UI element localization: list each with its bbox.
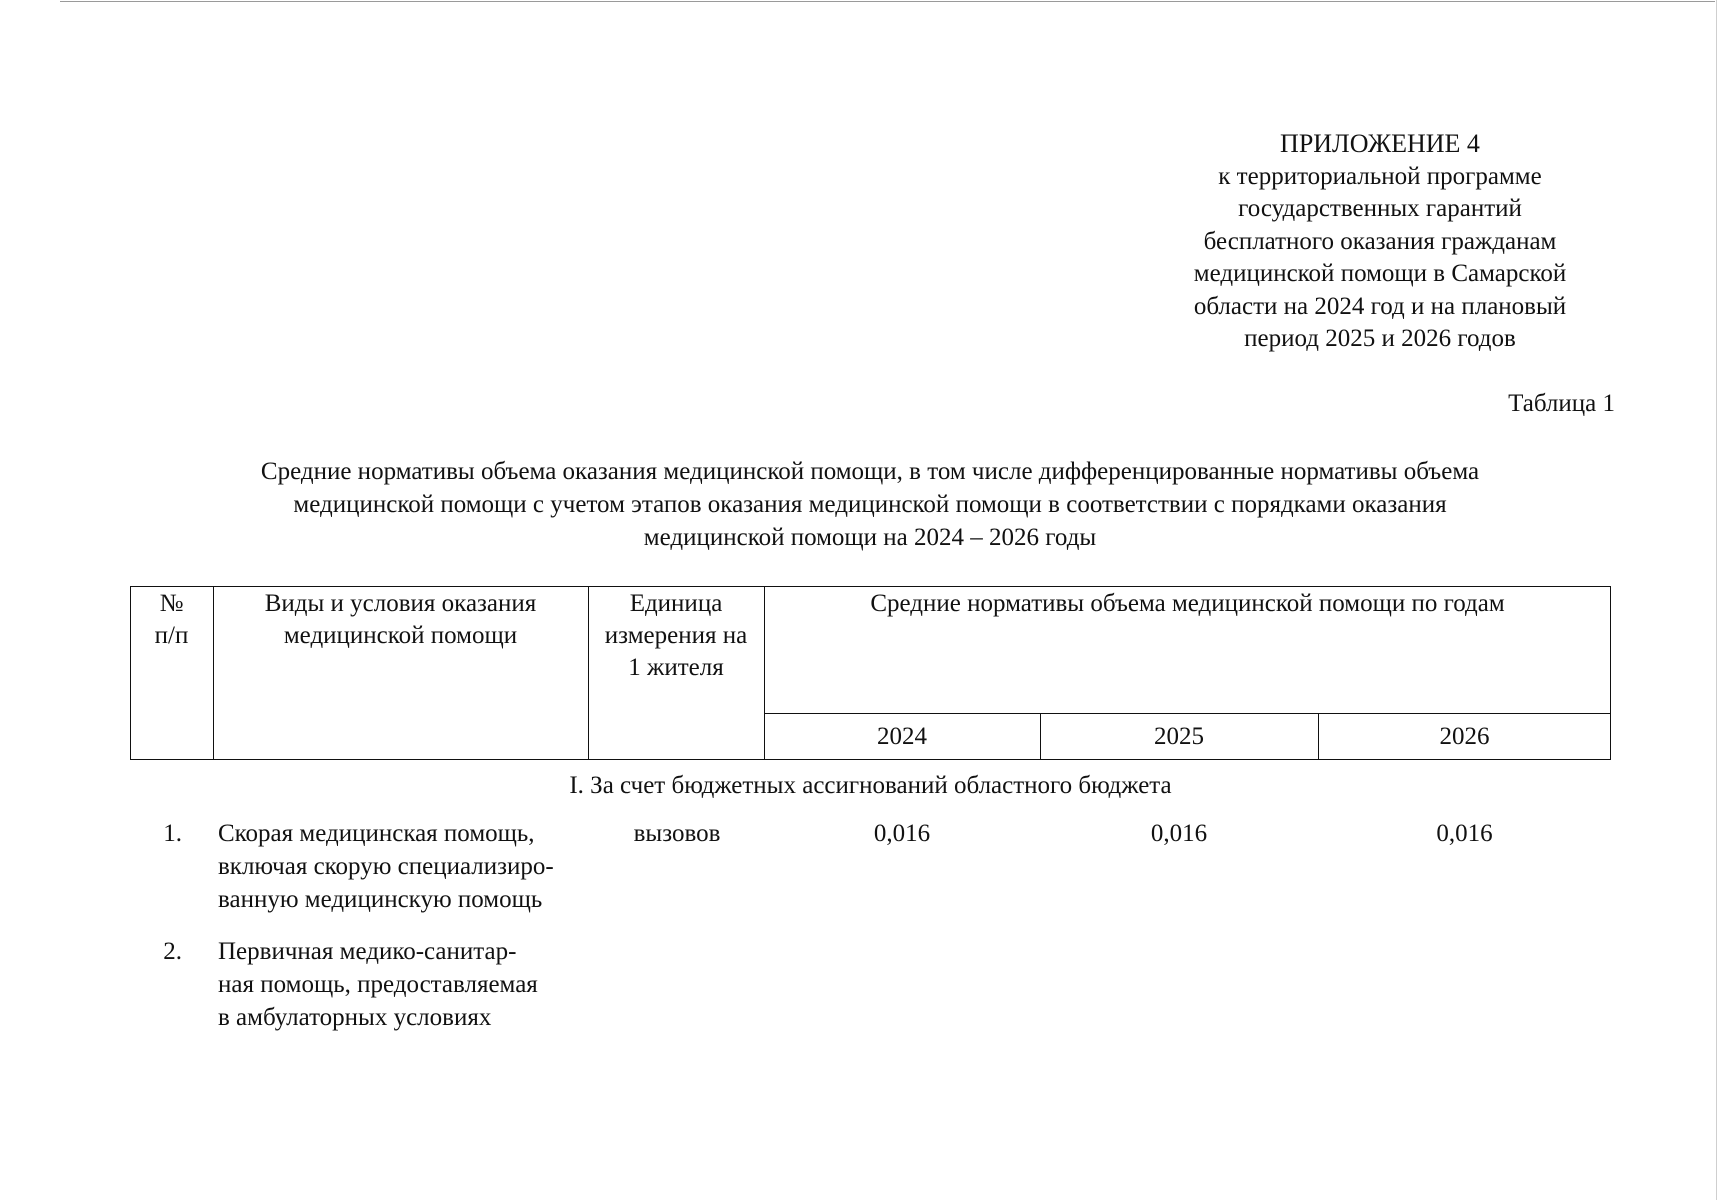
header-year-2025: 2025 <box>1154 723 1204 750</box>
document-title-line: медицинской помощи на 2024 – 2026 годы <box>643 524 1097 551</box>
appendix-line: области на 2024 год и на плановый <box>1193 292 1567 320</box>
row-name-line: в амбулаторных условиях <box>218 1004 492 1031</box>
header-type-line: Виды и условия оказания <box>264 590 537 617</box>
header-unit-line: 1 жителя <box>628 654 724 681</box>
document-title <box>140 455 1600 554</box>
header-year-2026: 2026 <box>1439 723 1490 750</box>
row-value-2025: 0,016 <box>1150 820 1208 847</box>
document-title-line: медицинской помощи с учетом этапов оказания медицинской помощи в соответствии с порядками оказания <box>293 491 1447 518</box>
appendix-line: государственных гарантий <box>1238 195 1522 222</box>
header-number-line: п/п <box>154 622 189 649</box>
row-number: 1. <box>163 820 182 847</box>
row-name-line: Первичная медико-санитар- <box>218 938 517 965</box>
header-year-2024: 2024 <box>877 723 927 750</box>
row-value-2026: 0,016 <box>1436 820 1493 847</box>
document-title-line: Средние нормативы объема оказания медицинской помощи, в том числе дифференцированные нормативы объема <box>260 458 1480 485</box>
header-number-line: № <box>159 590 184 617</box>
appendix-line: медицинской помощи в Самарской <box>1193 260 1567 287</box>
section-heading: I. За счет бюджетных ассигнований областного бюджета <box>569 772 1172 799</box>
row-name-line: ная помощь, предоставляемая <box>218 971 538 998</box>
row-value-2024: 0,016 <box>873 820 931 847</box>
row-unit: вызовов <box>633 820 721 847</box>
header-unit-line: измерения на <box>604 622 748 649</box>
appendix-line: период 2025 и 2026 годов <box>1244 325 1516 352</box>
appendix-title: ПРИЛОЖЕНИЕ 4 <box>1280 129 1480 158</box>
header-norms: Средние нормативы объема медицинской помощи по годам <box>870 590 1505 617</box>
appendix-line: бесплатного оказания гражданам <box>1203 227 1557 255</box>
row-number: 2. <box>163 938 182 965</box>
row-name <box>218 935 598 1034</box>
row-name-line: включая скорую специализиро- <box>218 853 554 880</box>
row-name-line: ванную медицинскую помощь <box>218 886 543 913</box>
row-divider <box>764 713 1611 714</box>
table-label: Таблица 1 <box>1508 390 1615 417</box>
header-number <box>130 588 213 652</box>
scan-border-top <box>60 1 1715 2</box>
row-name <box>218 817 598 916</box>
header-unit <box>588 588 764 684</box>
appendix-block <box>1155 128 1605 356</box>
header-unit-line: Единица <box>629 590 723 617</box>
row-name-line: Скорая медицинская помощь, <box>218 820 535 847</box>
appendix-line: к территориальной программе <box>1218 162 1542 190</box>
scan-border-right <box>1716 0 1717 1200</box>
header-type-line: медицинской помощи <box>283 622 518 649</box>
header-type <box>213 588 588 652</box>
